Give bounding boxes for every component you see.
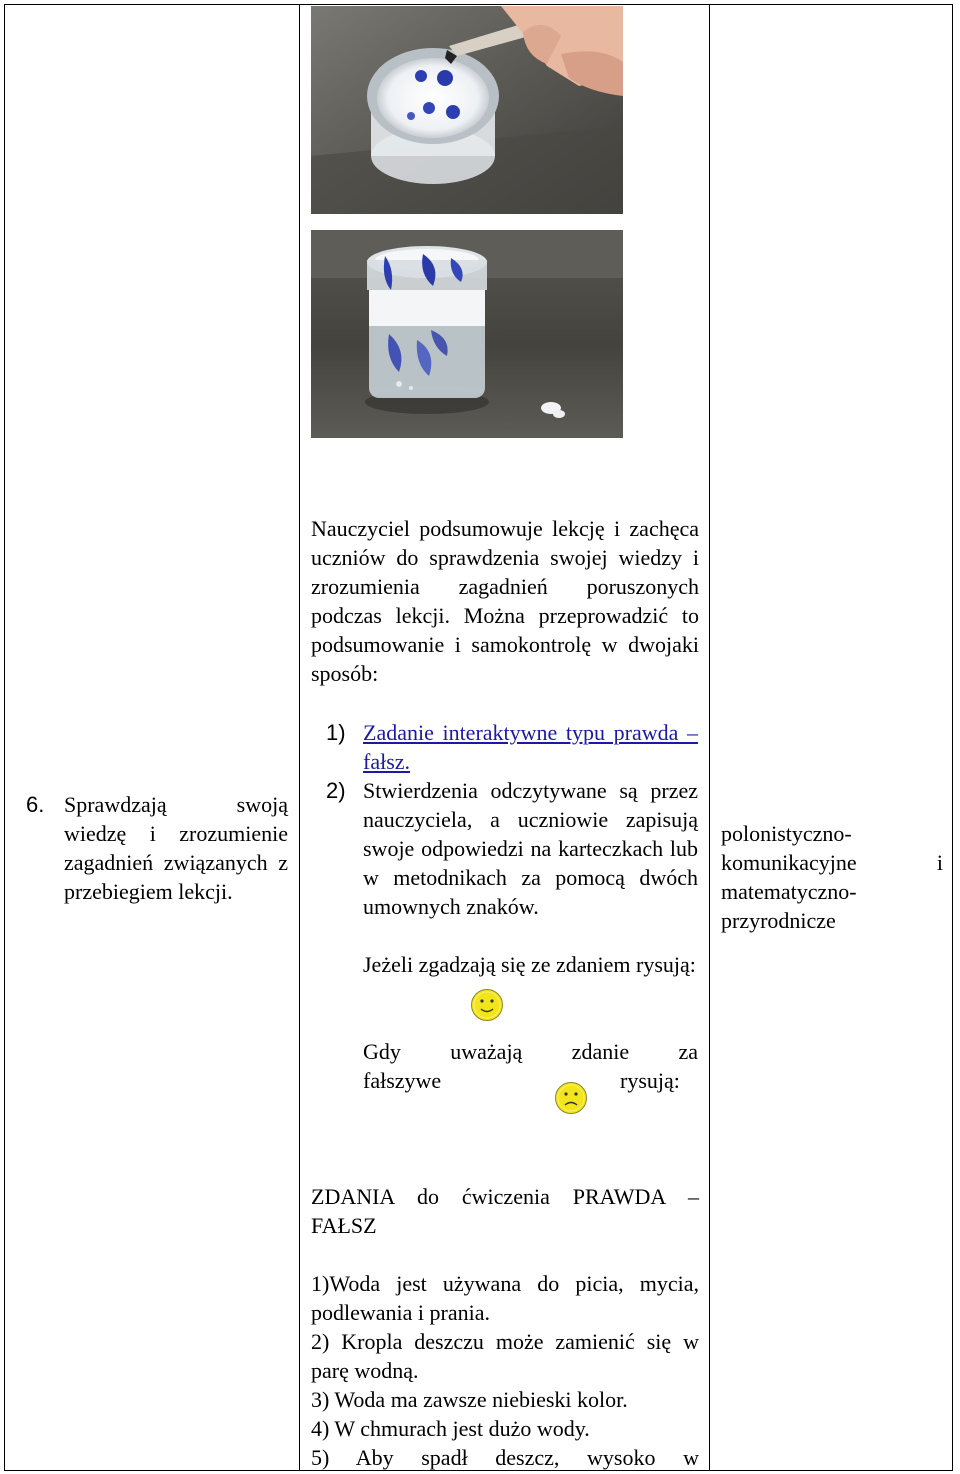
agree-instruction: Jeżeli zgadzają się ze zdaniem rysują: xyxy=(363,952,696,977)
summary-intro: Nauczyciel podsumowuje lekcję i zachęca uczniów do sprawdzenia swojej wiedzy i zrozumienia zagadnień poruszonych podczas lekcji. Można przeprowadzić to podsumowanie i samokontrolę w dwojaki sposób: xyxy=(311,516,699,686)
list-item xyxy=(326,776,698,950)
list-item: 5) Aby spadł deszcz, wysoko w xyxy=(311,1445,699,1470)
exercise-sentence-list xyxy=(311,1269,699,1472)
list-item: 1)Woda jest używana do picia, mycia, podlewania i prania. xyxy=(311,1271,699,1325)
list-item: 2) Kropla deszczu może zamienić się w parę wodną. xyxy=(311,1329,699,1383)
false-word: fałszywe xyxy=(363,1068,442,1093)
list-item: 3) Woda ma zawsze niebieski kolor. xyxy=(311,1387,628,1412)
list-number: 1) xyxy=(326,720,346,745)
competence-line: matematyczno- xyxy=(721,879,857,904)
photo-jar-image xyxy=(311,230,623,438)
smiley-happy-icon xyxy=(470,988,504,1022)
interactive-task-link[interactable]: Zadanie interaktywne typu prawda – fałsz. xyxy=(363,720,698,774)
photo-foam-image xyxy=(311,6,623,214)
list-item: 4) W chmurach jest dużo wody. xyxy=(311,1416,590,1441)
column-divider xyxy=(299,4,300,1471)
competence-conjunction: i xyxy=(936,850,943,875)
exercise-heading: ZDANIA do ćwiczenia PRAWDA – FAŁSZ xyxy=(311,1184,699,1238)
list-body: Stwierdzenia odczytywane są przez nauczyciela, a uczniowie zapisują swoje odpowiedzi na karteczkach lub w metodnikach za pomocą dwóch umownych znaków. xyxy=(363,778,698,919)
draw-word: rysują: xyxy=(620,1068,680,1093)
step-description: Sprawdzają swoją wiedzę i zrozumienie zagadnień związanych z przebiegiem lekcji. xyxy=(64,792,288,904)
false-instruction-line: Gdy uważają zdanie za xyxy=(363,1039,698,1064)
experiment-photo-foam xyxy=(311,6,623,214)
list-body xyxy=(363,718,698,776)
list-number: 2) xyxy=(326,778,346,803)
competence-line xyxy=(721,848,941,877)
smiley-sad-icon xyxy=(554,1081,588,1115)
column-divider xyxy=(709,4,710,1471)
false-instruction-line xyxy=(363,1066,698,1095)
competence-word: komunikacyjne xyxy=(721,850,857,875)
competences-cell xyxy=(721,819,941,935)
competence-line: polonistyczno- xyxy=(721,821,852,846)
list-item xyxy=(326,718,698,776)
false-instruction xyxy=(363,1037,698,1095)
experiment-photo-jar xyxy=(311,230,623,438)
step-number: 6. xyxy=(26,792,45,817)
competence-line: przyrodnicze xyxy=(721,908,836,933)
